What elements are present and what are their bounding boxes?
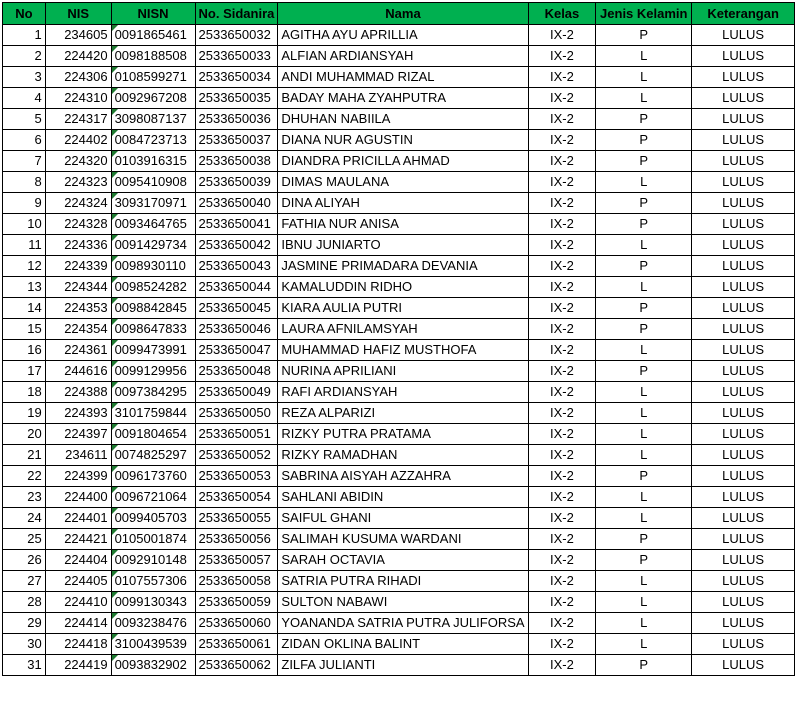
cell-jenis-kelamin[interactable]: P [596, 655, 692, 676]
cell-no[interactable]: 24 [3, 508, 46, 529]
col-header-no[interactable]: No [3, 3, 46, 25]
cell-no[interactable]: 29 [3, 613, 46, 634]
cell-keterangan[interactable]: LULUS [692, 550, 795, 571]
cell-sidanira[interactable]: 2533650053 [195, 466, 278, 487]
cell-sidanira[interactable]: 2533650057 [195, 550, 278, 571]
cell-no[interactable]: 20 [3, 424, 46, 445]
table-row [3, 67, 795, 88]
cell-no[interactable]: 27 [3, 571, 46, 592]
cell-nisn[interactable]: 0098188508 [111, 46, 195, 67]
cell-kelas[interactable]: IX-2 [528, 88, 596, 109]
cell-kelas[interactable]: IX-2 [528, 151, 596, 172]
table-row [3, 340, 795, 361]
cell-keterangan[interactable]: LULUS [692, 193, 795, 214]
cell-nis[interactable]: 224393 [45, 403, 111, 424]
cell-nisn[interactable]: 0092967208 [111, 88, 195, 109]
cell-jenis-kelamin[interactable]: P [596, 256, 692, 277]
cell-nis[interactable]: 224361 [45, 340, 111, 361]
cell-nama[interactable]: ZILFA JULIANTI [278, 655, 528, 676]
cell-kelas[interactable]: IX-2 [528, 592, 596, 613]
cell-no[interactable]: 12 [3, 256, 46, 277]
student-table [2, 2, 795, 676]
cell-kelas[interactable]: IX-2 [528, 655, 596, 676]
cell-nis[interactable]: 224388 [45, 382, 111, 403]
cell-jenis-kelamin[interactable]: P [596, 130, 692, 151]
cell-kelas[interactable]: IX-2 [528, 571, 596, 592]
cell-nama[interactable]: SALIMAH KUSUMA WARDANI [278, 529, 528, 550]
cell-nisn[interactable]: 0107557306 [111, 571, 195, 592]
cell-nisn[interactable]: 0099405703 [111, 508, 195, 529]
cell-no[interactable]: 17 [3, 361, 46, 382]
cell-kelas[interactable]: IX-2 [528, 214, 596, 235]
cell-nisn[interactable]: 0099473991 [111, 340, 195, 361]
cell-jenis-kelamin[interactable]: L [596, 382, 692, 403]
table-row [3, 655, 795, 676]
cell-keterangan[interactable]: LULUS [692, 109, 795, 130]
cell-nama[interactable]: MUHAMMAD HAFIZ MUSTHOFA [278, 340, 528, 361]
cell-no[interactable]: 15 [3, 319, 46, 340]
cell-nisn[interactable]: 0098930110 [111, 256, 195, 277]
cell-nama[interactable]: DIMAS MAULANA [278, 172, 528, 193]
cell-kelas[interactable]: IX-2 [528, 613, 596, 634]
cell-nisn[interactable]: 0096173760 [111, 466, 195, 487]
cell-no[interactable]: 28 [3, 592, 46, 613]
cell-jenis-kelamin[interactable]: L [596, 67, 692, 88]
table-row [3, 109, 795, 130]
cell-nama[interactable]: KIARA AULIA PUTRI [278, 298, 528, 319]
cell-sidanira[interactable]: 2533650034 [195, 67, 278, 88]
cell-jenis-kelamin[interactable]: L [596, 403, 692, 424]
cell-no[interactable]: 23 [3, 487, 46, 508]
cell-no[interactable]: 13 [3, 277, 46, 298]
cell-keterangan[interactable]: LULUS [692, 403, 795, 424]
cell-nisn[interactable]: 0097384295 [111, 382, 195, 403]
cell-nis[interactable]: 224317 [45, 109, 111, 130]
cell-no[interactable]: 1 [3, 25, 46, 46]
cell-nis[interactable]: 224306 [45, 67, 111, 88]
cell-nis[interactable]: 224339 [45, 256, 111, 277]
cell-nis[interactable]: 224344 [45, 277, 111, 298]
cell-nisn[interactable]: 0108599271 [111, 67, 195, 88]
cell-no[interactable]: 14 [3, 298, 46, 319]
cell-kelas[interactable]: IX-2 [528, 67, 596, 88]
cell-nis[interactable]: 224401 [45, 508, 111, 529]
cell-nis[interactable]: 224399 [45, 466, 111, 487]
cell-sidanira[interactable]: 2533650039 [195, 172, 278, 193]
cell-kelas[interactable]: IX-2 [528, 46, 596, 67]
cell-no[interactable]: 16 [3, 340, 46, 361]
cell-jenis-kelamin[interactable]: L [596, 571, 692, 592]
table-row [3, 298, 795, 319]
cell-sidanira[interactable]: 2533650046 [195, 319, 278, 340]
table-row [3, 571, 795, 592]
cell-keterangan[interactable]: LULUS [692, 592, 795, 613]
cell-keterangan[interactable]: LULUS [692, 382, 795, 403]
cell-nis[interactable]: 224410 [45, 592, 111, 613]
cell-keterangan[interactable]: LULUS [692, 529, 795, 550]
cell-keterangan[interactable]: LULUS [692, 445, 795, 466]
cell-nama[interactable]: REZA ALPARIZI [278, 403, 528, 424]
table-row [3, 529, 795, 550]
cell-nis[interactable]: 224414 [45, 613, 111, 634]
cell-kelas[interactable]: IX-2 [528, 109, 596, 130]
cell-nis[interactable]: 224320 [45, 151, 111, 172]
cell-nis[interactable]: 224353 [45, 298, 111, 319]
cell-nisn[interactable]: 0093832902 [111, 655, 195, 676]
cell-nis[interactable]: 224418 [45, 634, 111, 655]
cell-kelas[interactable]: IX-2 [528, 256, 596, 277]
cell-nisn[interactable]: 3093170971 [111, 193, 195, 214]
cell-keterangan[interactable]: LULUS [692, 25, 795, 46]
table-row [3, 151, 795, 172]
cell-nisn[interactable]: 0099129956 [111, 361, 195, 382]
cell-nama[interactable]: RIZKY RAMADHAN [278, 445, 528, 466]
cell-keterangan[interactable]: LULUS [692, 277, 795, 298]
cell-keterangan[interactable]: LULUS [692, 46, 795, 67]
col-header-nama[interactable]: Nama [278, 3, 528, 25]
table-row [3, 424, 795, 445]
cell-keterangan[interactable]: LULUS [692, 151, 795, 172]
cell-sidanira[interactable]: 2533650038 [195, 151, 278, 172]
cell-nama[interactable]: DINA ALIYAH [278, 193, 528, 214]
cell-keterangan[interactable]: LULUS [692, 298, 795, 319]
cell-keterangan[interactable]: LULUS [692, 67, 795, 88]
cell-nis[interactable]: 224323 [45, 172, 111, 193]
cell-kelas[interactable]: IX-2 [528, 550, 596, 571]
cell-kelas[interactable]: IX-2 [528, 529, 596, 550]
cell-nisn[interactable]: 0084723713 [111, 130, 195, 151]
header-row [3, 3, 795, 25]
cell-sidanira[interactable]: 2533650042 [195, 235, 278, 256]
cell-keterangan[interactable]: LULUS [692, 130, 795, 151]
cell-nis[interactable]: 224324 [45, 193, 111, 214]
cell-no[interactable]: 5 [3, 109, 46, 130]
cell-jenis-kelamin[interactable]: P [596, 109, 692, 130]
col-header-jenis-kelamin[interactable]: Jenis Kelamin [596, 3, 692, 25]
cell-nama[interactable]: SAIFUL GHANI [278, 508, 528, 529]
cell-keterangan[interactable]: LULUS [692, 508, 795, 529]
cell-keterangan[interactable]: LULUS [692, 340, 795, 361]
table-row [3, 361, 795, 382]
cell-jenis-kelamin[interactable]: P [596, 25, 692, 46]
cell-keterangan[interactable]: LULUS [692, 172, 795, 193]
cell-keterangan[interactable]: LULUS [692, 88, 795, 109]
cell-nama[interactable]: DIANDRA PRICILLA AHMAD [278, 151, 528, 172]
cell-no[interactable]: 10 [3, 214, 46, 235]
cell-nama[interactable]: JASMINE PRIMADARA DEVANIA [278, 256, 528, 277]
cell-sidanira[interactable]: 2533650052 [195, 445, 278, 466]
cell-jenis-kelamin[interactable]: P [596, 298, 692, 319]
table-row [3, 592, 795, 613]
cell-sidanira[interactable]: 2533650033 [195, 46, 278, 67]
cell-nama[interactable]: SARAH OCTAVIA [278, 550, 528, 571]
cell-nis[interactable]: 224328 [45, 214, 111, 235]
cell-kelas[interactable]: IX-2 [528, 403, 596, 424]
cell-nisn[interactable]: 0096721064 [111, 487, 195, 508]
cell-keterangan[interactable]: LULUS [692, 235, 795, 256]
table-row [3, 130, 795, 151]
cell-nisn[interactable]: 0093464765 [111, 214, 195, 235]
cell-nisn[interactable]: 0098524282 [111, 277, 195, 298]
cell-nama[interactable]: SAHLANI ABIDIN [278, 487, 528, 508]
cell-jenis-kelamin[interactable]: L [596, 634, 692, 655]
cell-nis[interactable]: 224421 [45, 529, 111, 550]
cell-sidanira[interactable]: 2533650056 [195, 529, 278, 550]
cell-keterangan[interactable]: LULUS [692, 424, 795, 445]
table-row [3, 550, 795, 571]
cell-keterangan[interactable]: LULUS [692, 256, 795, 277]
cell-nama[interactable]: FATHIA NUR ANISA [278, 214, 528, 235]
cell-kelas[interactable]: IX-2 [528, 193, 596, 214]
cell-jenis-kelamin[interactable]: P [596, 550, 692, 571]
col-header-sidanira[interactable]: No. Sidanira [195, 3, 278, 25]
cell-nisn[interactable]: 0098647833 [111, 319, 195, 340]
cell-kelas[interactable]: IX-2 [528, 466, 596, 487]
col-header-nis[interactable]: NIS [45, 3, 111, 25]
cell-nisn[interactable]: 3100439539 [111, 634, 195, 655]
cell-nama[interactable]: RIZKY PUTRA PRATAMA [278, 424, 528, 445]
cell-keterangan[interactable]: LULUS [692, 487, 795, 508]
table-row [3, 172, 795, 193]
cell-kelas[interactable]: IX-2 [528, 319, 596, 340]
cell-keterangan[interactable]: LULUS [692, 571, 795, 592]
cell-no[interactable]: 19 [3, 403, 46, 424]
cell-nisn[interactable]: 0099130343 [111, 592, 195, 613]
cell-sidanira[interactable]: 2533650037 [195, 130, 278, 151]
cell-nis[interactable]: 224354 [45, 319, 111, 340]
cell-no[interactable]: 25 [3, 529, 46, 550]
table-row [3, 235, 795, 256]
table-row [3, 487, 795, 508]
cell-nama[interactable]: SATRIA PUTRA RIHADI [278, 571, 528, 592]
cell-nama[interactable]: SABRINA AISYAH AZZAHRA [278, 466, 528, 487]
cell-kelas[interactable]: IX-2 [528, 25, 596, 46]
table-row [3, 277, 795, 298]
table-row [3, 214, 795, 235]
cell-keterangan[interactable]: LULUS [692, 361, 795, 382]
cell-sidanira[interactable]: 2533650041 [195, 214, 278, 235]
cell-jenis-kelamin[interactable]: P [596, 319, 692, 340]
cell-nisn[interactable]: 0103916315 [111, 151, 195, 172]
cell-nisn[interactable]: 0091429734 [111, 235, 195, 256]
cell-sidanira[interactable]: 2533650045 [195, 298, 278, 319]
cell-nama[interactable]: DHUHAN NABIILA [278, 109, 528, 130]
cell-kelas[interactable]: IX-2 [528, 235, 596, 256]
cell-jenis-kelamin[interactable]: L [596, 508, 692, 529]
cell-kelas[interactable]: IX-2 [528, 445, 596, 466]
cell-sidanira[interactable]: 2533650043 [195, 256, 278, 277]
cell-jenis-kelamin[interactable]: L [596, 46, 692, 67]
cell-nisn[interactable]: 3101759844 [111, 403, 195, 424]
cell-no[interactable]: 22 [3, 466, 46, 487]
cell-jenis-kelamin[interactable]: L [596, 424, 692, 445]
cell-nama[interactable]: KAMALUDDIN RIDHO [278, 277, 528, 298]
cell-nisn[interactable]: 0074825297 [111, 445, 195, 466]
cell-no[interactable]: 31 [3, 655, 46, 676]
table-row [3, 193, 795, 214]
cell-nisn[interactable]: 3098087137 [111, 109, 195, 130]
cell-nisn[interactable]: 0095410908 [111, 172, 195, 193]
table-row [3, 256, 795, 277]
cell-kelas[interactable]: IX-2 [528, 340, 596, 361]
table-row [3, 403, 795, 424]
cell-jenis-kelamin[interactable]: P [596, 193, 692, 214]
col-header-nisn[interactable]: NISN [111, 3, 195, 25]
cell-sidanira[interactable]: 2533650059 [195, 592, 278, 613]
cell-no[interactable]: 18 [3, 382, 46, 403]
cell-jenis-kelamin[interactable]: L [596, 235, 692, 256]
table-row [3, 25, 795, 46]
cell-sidanira[interactable]: 2533650058 [195, 571, 278, 592]
cell-keterangan[interactable]: LULUS [692, 319, 795, 340]
cell-nis[interactable]: 224420 [45, 46, 111, 67]
cell-no[interactable]: 7 [3, 151, 46, 172]
cell-jenis-kelamin[interactable]: L [596, 487, 692, 508]
cell-nisn[interactable]: 0105001874 [111, 529, 195, 550]
cell-nis[interactable]: 224336 [45, 235, 111, 256]
cell-keterangan[interactable]: LULUS [692, 655, 795, 676]
cell-no[interactable]: 6 [3, 130, 46, 151]
cell-no[interactable]: 30 [3, 634, 46, 655]
cell-sidanira[interactable]: 2533650049 [195, 382, 278, 403]
cell-jenis-kelamin[interactable]: L [596, 277, 692, 298]
cell-jenis-kelamin[interactable]: P [596, 529, 692, 550]
cell-no[interactable]: 4 [3, 88, 46, 109]
cell-nis[interactable]: 224404 [45, 550, 111, 571]
cell-nis[interactable]: 224419 [45, 655, 111, 676]
cell-kelas[interactable]: IX-2 [528, 424, 596, 445]
cell-no[interactable]: 11 [3, 235, 46, 256]
table-row [3, 445, 795, 466]
cell-nama[interactable]: RAFI ARDIANSYAH [278, 382, 528, 403]
cell-no[interactable]: 21 [3, 445, 46, 466]
cell-jenis-kelamin[interactable]: L [596, 340, 692, 361]
cell-kelas[interactable]: IX-2 [528, 634, 596, 655]
cell-nisn[interactable]: 0091804654 [111, 424, 195, 445]
cell-jenis-kelamin[interactable]: P [596, 151, 692, 172]
cell-jenis-kelamin[interactable]: P [596, 361, 692, 382]
cell-kelas[interactable]: IX-2 [528, 277, 596, 298]
table-body [3, 25, 795, 676]
cell-sidanira[interactable]: 2533650048 [195, 361, 278, 382]
cell-no[interactable]: 8 [3, 172, 46, 193]
cell-sidanira[interactable]: 2533650032 [195, 25, 278, 46]
cell-jenis-kelamin[interactable]: L [596, 445, 692, 466]
cell-nama[interactable]: AGITHA AYU APRILLIA [278, 25, 528, 46]
table-row [3, 88, 795, 109]
cell-keterangan[interactable]: LULUS [692, 466, 795, 487]
cell-nis[interactable]: 234605 [45, 25, 111, 46]
cell-kelas[interactable]: IX-2 [528, 298, 596, 319]
cell-keterangan[interactable]: LULUS [692, 214, 795, 235]
cell-nis[interactable]: 224397 [45, 424, 111, 445]
cell-sidanira[interactable]: 2533650036 [195, 109, 278, 130]
cell-no[interactable]: 9 [3, 193, 46, 214]
cell-nisn[interactable]: 0093238476 [111, 613, 195, 634]
cell-nama[interactable]: ANDI MUHAMMAD RIZAL [278, 67, 528, 88]
cell-nisn[interactable]: 0092910148 [111, 550, 195, 571]
cell-nama[interactable]: DIANA NUR AGUSTIN [278, 130, 528, 151]
cell-sidanira[interactable]: 2533650047 [195, 340, 278, 361]
table-row [3, 46, 795, 67]
table-row [3, 634, 795, 655]
table-row [3, 319, 795, 340]
cell-sidanira[interactable]: 2533650035 [195, 88, 278, 109]
cell-no[interactable]: 26 [3, 550, 46, 571]
cell-no[interactable]: 3 [3, 67, 46, 88]
cell-sidanira[interactable]: 2533650061 [195, 634, 278, 655]
cell-kelas[interactable]: IX-2 [528, 487, 596, 508]
cell-jenis-kelamin[interactable]: L [596, 172, 692, 193]
cell-nis[interactable]: 224405 [45, 571, 111, 592]
cell-keterangan[interactable]: LULUS [692, 634, 795, 655]
col-header-keterangan[interactable]: Keterangan [692, 3, 795, 25]
cell-kelas[interactable]: IX-2 [528, 361, 596, 382]
cell-sidanira[interactable]: 2533650040 [195, 193, 278, 214]
cell-kelas[interactable]: IX-2 [528, 130, 596, 151]
cell-sidanira[interactable]: 2533650054 [195, 487, 278, 508]
cell-jenis-kelamin[interactable]: P [596, 214, 692, 235]
cell-nama[interactable]: BADAY MAHA ZYAHPUTRA [278, 88, 528, 109]
cell-kelas[interactable]: IX-2 [528, 508, 596, 529]
cell-nis[interactable]: 234611 [45, 445, 111, 466]
cell-sidanira[interactable]: 2533650062 [195, 655, 278, 676]
cell-nisn[interactable]: 0098842845 [111, 298, 195, 319]
cell-sidanira[interactable]: 2533650055 [195, 508, 278, 529]
table-row [3, 382, 795, 403]
cell-nis[interactable]: 224402 [45, 130, 111, 151]
cell-keterangan[interactable]: LULUS [692, 613, 795, 634]
cell-nama[interactable]: ZIDAN OKLINA BALINT [278, 634, 528, 655]
cell-nama[interactable]: NURINA APRILIANI [278, 361, 528, 382]
cell-nama[interactable]: IBNU JUNIARTO [278, 235, 528, 256]
cell-nama[interactable]: YOANANDA SATRIA PUTRA JULIFORSA [278, 613, 528, 634]
cell-nis[interactable]: 224400 [45, 487, 111, 508]
cell-jenis-kelamin[interactable]: P [596, 466, 692, 487]
cell-kelas[interactable]: IX-2 [528, 172, 596, 193]
cell-nama[interactable]: ALFIAN ARDIANSYAH [278, 46, 528, 67]
col-header-kelas[interactable]: Kelas [528, 3, 596, 25]
table-row [3, 508, 795, 529]
cell-sidanira[interactable]: 2533650060 [195, 613, 278, 634]
cell-kelas[interactable]: IX-2 [528, 382, 596, 403]
cell-nama[interactable]: SULTON NABAWI [278, 592, 528, 613]
cell-no[interactable]: 2 [3, 46, 46, 67]
cell-sidanira[interactable]: 2533650051 [195, 424, 278, 445]
cell-nis[interactable]: 224310 [45, 88, 111, 109]
cell-jenis-kelamin[interactable]: L [596, 88, 692, 109]
cell-sidanira[interactable]: 2533650050 [195, 403, 278, 424]
cell-jenis-kelamin[interactable]: L [596, 613, 692, 634]
table-row [3, 613, 795, 634]
cell-nis[interactable]: 244616 [45, 361, 111, 382]
table-row [3, 466, 795, 487]
cell-sidanira[interactable]: 2533650044 [195, 277, 278, 298]
cell-nisn[interactable]: 0091865461 [111, 25, 195, 46]
cell-jenis-kelamin[interactable]: L [596, 592, 692, 613]
cell-nama[interactable]: LAURA AFNILAMSYAH [278, 319, 528, 340]
